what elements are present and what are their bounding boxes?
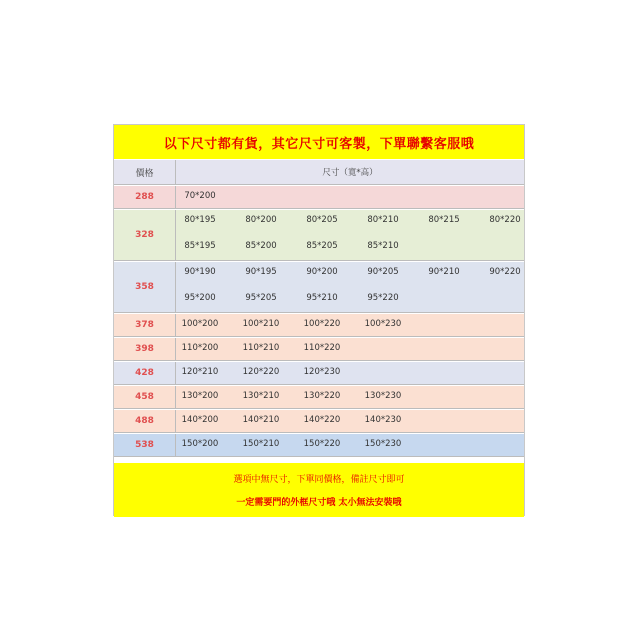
table-row: [114, 185, 524, 209]
size-list: [176, 434, 524, 456]
table-row: [114, 361, 524, 385]
size-option: 130*210: [242, 391, 280, 401]
size-list: [176, 338, 524, 360]
size-option: 90*200: [306, 267, 338, 277]
size-option: 140*220: [303, 415, 341, 425]
size-option: 110*210: [242, 343, 280, 353]
size-option: 150*210: [242, 439, 280, 449]
size-option: 90*220: [489, 267, 521, 277]
size-list: [176, 186, 524, 208]
size-option: 90*205: [367, 267, 399, 277]
size-option: 130*220: [303, 391, 341, 401]
size-option: 150*230: [364, 439, 402, 449]
size-option: 80*195: [184, 215, 216, 225]
price-cell: 378: [114, 314, 176, 336]
size-option: 95*210: [306, 293, 338, 303]
size-option: 110*200: [181, 343, 219, 353]
size-option: 85*205: [306, 241, 338, 251]
table-row: [114, 385, 524, 409]
table-row: [114, 209, 524, 261]
price-cell: 328: [114, 210, 176, 260]
size-option: 90*210: [428, 267, 460, 277]
banner-title: 以下尺寸都有貨，其它尺寸可客製，下單聯繫客服哦: [114, 125, 524, 159]
size-option: 130*200: [181, 391, 219, 401]
size-option: 95*200: [184, 293, 216, 303]
footer-notes: [114, 463, 524, 517]
size-option: 100*210: [242, 319, 280, 329]
size-option: 100*230: [364, 319, 402, 329]
size-option: 100*200: [181, 319, 219, 329]
price-size-sheet: [113, 124, 525, 516]
size-option: 150*220: [303, 439, 341, 449]
size-option: 150*200: [181, 439, 219, 449]
footer-note-custom-size: 選項中無尺寸，下單同價格，備註尺寸即可: [233, 475, 405, 485]
size-option: 80*200: [245, 215, 277, 225]
size-option: 90*195: [245, 267, 277, 277]
size-option: 120*230: [303, 367, 341, 377]
size-option: 95*205: [245, 293, 277, 303]
table-row: [114, 313, 524, 337]
size-option: 85*210: [367, 241, 399, 251]
size-option: 85*200: [245, 241, 277, 251]
size-option: 80*210: [367, 215, 399, 225]
price-cell: 358: [114, 262, 176, 312]
size-list: [176, 262, 524, 312]
price-cell: 488: [114, 410, 176, 432]
size-list: [176, 386, 524, 408]
table-row: [114, 337, 524, 361]
header-price-label: 價格: [114, 160, 176, 184]
size-option: 110*220: [303, 343, 341, 353]
size-option: 80*205: [306, 215, 338, 225]
size-option: 70*200: [184, 191, 216, 201]
table-row: [114, 433, 524, 457]
size-option: 120*210: [181, 367, 219, 377]
size-option: 130*230: [364, 391, 402, 401]
size-option: 140*230: [364, 415, 402, 425]
table-row: [114, 409, 524, 433]
size-option: 90*190: [184, 267, 216, 277]
size-option: 95*220: [367, 293, 399, 303]
size-list: [176, 410, 524, 432]
price-cell: 538: [114, 434, 176, 456]
price-cell: 288: [114, 186, 176, 208]
size-option: 140*210: [242, 415, 280, 425]
size-list: [176, 362, 524, 384]
price-cell: 398: [114, 338, 176, 360]
size-option: 80*215: [428, 215, 460, 225]
size-option: 100*220: [303, 319, 341, 329]
size-list: [176, 210, 524, 260]
size-option: 80*220: [489, 215, 521, 225]
size-list: [176, 314, 524, 336]
size-option: 120*220: [242, 367, 280, 377]
price-cell: 458: [114, 386, 176, 408]
header-size-label: 尺寸（寬*高）: [322, 168, 378, 178]
table-header-row: [114, 159, 524, 185]
table-row: [114, 261, 524, 313]
footer-note-door-frame: 一定需要門的外框尺寸哦 太小無法安裝哦: [236, 498, 402, 508]
size-option: 85*195: [184, 241, 216, 251]
size-option: 140*200: [181, 415, 219, 425]
price-cell: 428: [114, 362, 176, 384]
